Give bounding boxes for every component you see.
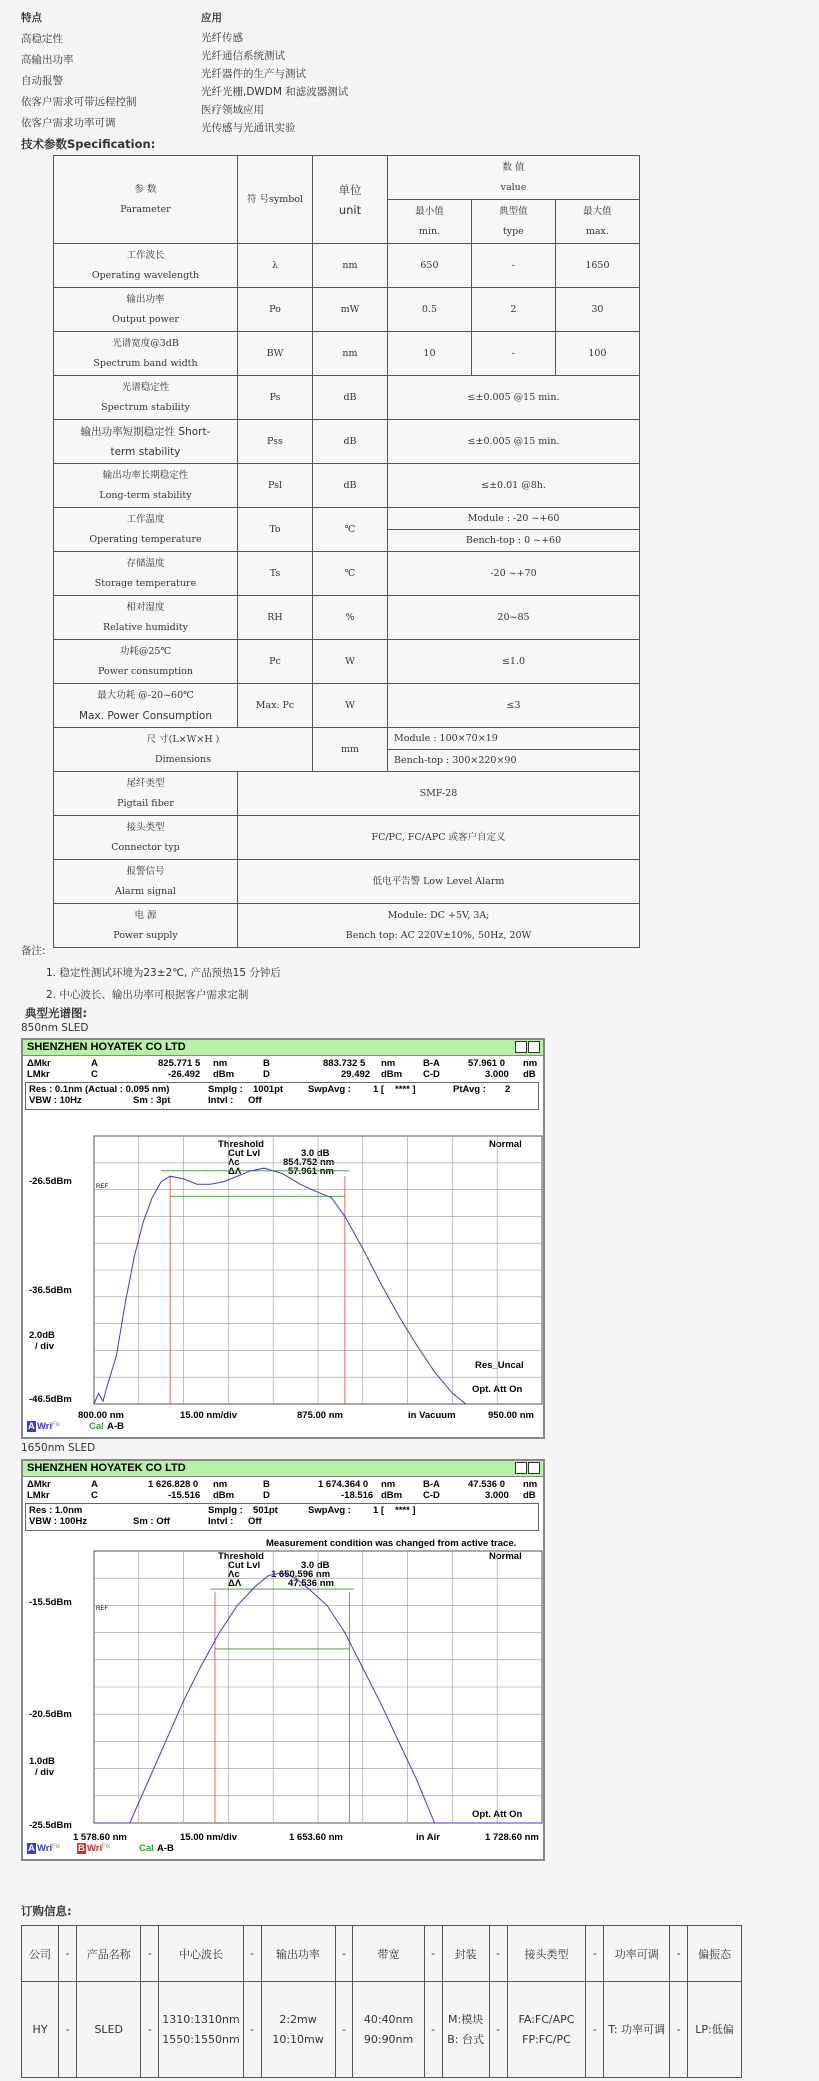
table-row: 输出功率 Output power Po mW 0.5 2 30	[54, 288, 640, 332]
header-value: 数 值 value	[388, 156, 640, 200]
order-value-cell: 40:40nm 90:90nm	[353, 1982, 424, 2078]
feature-item: 高稳定性	[21, 33, 63, 45]
feature-item: 依客户需求功率可调	[21, 117, 116, 129]
feature-item: 依客户需求可带远程控制	[21, 96, 137, 108]
order-header-cell: -	[586, 1926, 604, 1982]
order-value-cell: 1310:1310nm 1550:1550nm	[159, 1982, 243, 2078]
order-title: 订购信息:	[21, 1904, 72, 1918]
note-item: 1. 稳定性测试环境为23±2℃, 产品预热15 分钟后	[46, 967, 281, 979]
header-min: 最小值 min.	[388, 200, 472, 244]
spec-title: 技术参数Specification:	[21, 137, 156, 151]
features-section	[21, 8, 191, 134]
order-table	[21, 1925, 742, 2078]
notes-section	[21, 940, 281, 1006]
order-value-cell: SLED	[77, 1982, 141, 2078]
header-parameter: 参 数 Parameter	[54, 156, 238, 244]
applications-section	[201, 8, 461, 137]
table-row: 存储温度 Storage temperature Ts ℃ -20 ~+70	[54, 552, 640, 596]
table-row: 尺 寸(L×W×H ) Dimensions mm Module : 100×70×19	[54, 728, 640, 750]
table-row: 功耗@25℃ Power consumption Pc W ≤1.0	[54, 640, 640, 684]
osa2-caption: 1650nm SLED	[21, 1442, 96, 1454]
order-header-cell: -	[59, 1926, 77, 1982]
order-value-cell: -	[59, 1982, 77, 2078]
order-header-cell: 接头类型	[507, 1926, 586, 1982]
osa-title: SHENZHEN HOYATEK CO LTD	[27, 1041, 186, 1053]
order-value-cell: FA:FC/APC FP:FC/PC	[507, 1982, 586, 2078]
order-header-cell: 功率可调	[604, 1926, 670, 1982]
order-header-cell: -	[243, 1926, 261, 1982]
order-value-cell: M:模块 B: 台式	[442, 1982, 489, 2078]
spectrum-trace	[94, 1168, 466, 1404]
table-row: 报警信号 Alarm signal 低电平告警 Low Level Alarm	[54, 860, 640, 904]
application-item: 光纤传感	[201, 32, 243, 44]
table-row: 相对湿度 Relative humidity RH % 20~85	[54, 596, 640, 640]
header-unit: 单位 unit	[313, 156, 388, 244]
osa1-caption: 850nm SLED	[21, 1022, 89, 1034]
table-row: 输出功率长期稳定性 Long-term stability Psl dB ≤±0.01 @8h.	[54, 464, 640, 508]
order-header-cell: -	[670, 1926, 688, 1982]
spec-table: 参 数 Parameter 符 号symbol 单位 unit 数 值 value 最小值 min. 典型值 type 最大值 max. 工作波长 Operating wavelength λ nm 650 - 1650 输出功率 Output power Po mW 0.5 2 30 光谱宽度@3dB Spectrum band width BW nm 10 - 100 光谱稳定性 Spectrum stability Ps dB ≤±0.005 @15 min. 输出功率短期稳定性 Short- term stability Pss dB ≤±0.005 @15 min. 输出功率长期稳定性 Long-term stability Psl dB ≤±0.01 @8h. 工作温度 Operating temperature To ℃ Module : -20 ~+60 Bench-top : 0 ~+60 存储温度 Storage temperature Ts ℃ -20 ~+70 相对湿度 Relative humidity RH % 20~85 功耗@25℃ Power consumption Pc W ≤1.0 最大功耗 @-20~60℃ Max. Power Consumption Max. Pc W ≤3 尺 寸(L×W×H ) Dimensions mm Module : 100×70×19 Bench-top : 300×220×90 尾纤类型 Pigtail fiber SMF-28 接头类型 Connector typ FC/PC, FC/APC 或客户自定义 报警信号 Alarm signal 低电平告警 Low Level Alarm 电 源 Power supply Module: DC +5V, 3A; Bench top: AC 220V±10%, 50Hz, 20W	[53, 155, 640, 948]
table-row: 光谱稳定性 Spectrum stability Ps dB ≤±0.005 @15 min.	[54, 376, 640, 420]
application-item: 光传感与光通讯实验	[201, 122, 296, 134]
feature-item: 自动报警	[21, 75, 63, 87]
spectrum-chart-1650	[23, 1461, 543, 1859]
osa-title: SHENZHEN HOYATEK CO LTD	[27, 1462, 186, 1474]
table-row: 电 源 Power supply Module: DC +5V, 3A; Bench top: AC 220V±10%, 50Hz, 20W	[54, 904, 640, 948]
order-value-cell: -	[141, 1982, 159, 2078]
order-header-cell: -	[489, 1926, 507, 1982]
spectrum-title: 典型光谱图:	[25, 1006, 88, 1020]
table-row: 输出功率短期稳定性 Short- term stability Pss dB ≤±0.005 @15 min.	[54, 420, 640, 464]
order-header-cell: 公司	[22, 1926, 59, 1982]
order-header-cell: -	[335, 1926, 353, 1982]
order-value-cell: 2:2mw 10:10mw	[261, 1982, 335, 2078]
table-row: 光谱宽度@3dB Spectrum band width BW nm 10 - 100	[54, 332, 640, 376]
feature-item: 高输出功率	[21, 54, 74, 66]
application-item: 光纤器件的生产与测试	[201, 68, 306, 80]
order-header-cell: 产品名称	[77, 1926, 141, 1982]
applications-title: 应用	[201, 12, 222, 24]
table-row: 接头类型 Connector typ FC/PC, FC/APC 或客户自定义	[54, 816, 640, 860]
table-row: 工作波长 Operating wavelength λ nm 650 - 1650	[54, 244, 640, 288]
application-item: 光纤通信系统测试	[201, 50, 285, 62]
order-value-cell: -	[335, 1982, 353, 2078]
table-row: 工作温度 Operating temperature To ℃ Module : -20 ~+60	[54, 508, 640, 530]
osa-screen-1650: SHENZHEN HOYATEK CO LTD ΔMkr A 1 626.828 0 nm B 1 674.364 0 nm B-A 47.536 0 nm LMkr C -15.516 dBm D -18.516 dBm C-D 3.000 dB Res : 1.0nm Smplg : 501pt SwpAvg : 1 [ **** ] VBW : 100Hz Sm : Off Intvl : Off Measurement condition was changed from active trace. Threshold Cut Lvl 3.0 dB Λc 1 650.596 nm ΔΛ 47.536 nm Normal -15.5dBm -20.5dBm 1.0dB / div -25.5dBm REF Opt. Att On 1 578.60 nm 15.00 nm/div 1 653.60 nm in Air 1 728.60 nm A Wri Fix B Wri Fix Cal A-B	[21, 1459, 545, 1861]
order-value-cell: LP:低偏	[688, 1982, 742, 2078]
order-value-cell: -	[424, 1982, 442, 2078]
order-header-cell: 封装	[442, 1926, 489, 1982]
header-max: 最大值 max.	[555, 200, 639, 244]
order-value-cell: HY	[22, 1982, 59, 2078]
order-value-cell: -	[670, 1982, 688, 2078]
note-item: 2. 中心波长、输出功率可根据客户需求定制	[46, 989, 249, 1001]
order-value-cell: -	[243, 1982, 261, 2078]
table-row: 尾纤类型 Pigtail fiber SMF-28	[54, 772, 640, 816]
features-title: 特点	[21, 12, 42, 24]
header-symbol: 符 号symbol	[238, 156, 313, 244]
order-value-cell: T: 功率可调	[604, 1982, 670, 2078]
order-header-cell: -	[424, 1926, 442, 1982]
order-value-cell: -	[489, 1982, 507, 2078]
order-header-cell: 带宽	[353, 1926, 424, 1982]
application-item: 光纤光栅,DWDM 和滤波器测试	[201, 86, 349, 98]
order-header-cell: 偏振态	[688, 1926, 742, 1982]
order-header-cell: 中心波长	[159, 1926, 243, 1982]
header-typ: 典型值 type	[471, 200, 555, 244]
table-row: 最大功耗 @-20~60℃ Max. Power Consumption Max. Pc W ≤3	[54, 684, 640, 728]
spectrum-chart-850	[23, 1040, 543, 1437]
osa-screen-850: SHENZHEN HOYATEK CO LTD ΔMkr A 825.771 5 nm B 883.732 5 nm B-A 57.961 0 nm LMkr C -26.492 dBm D 29.492 dBm C-D 3.000 dB Res : 0.1nm (Actual : 0.095 nm) Smplg : 1001pt SwpAvg : 1 [ **** ] PtAvg : 2 VBW : 10Hz Sm : 3pt Intvl : Off Threshold Cut Lvl 3.0 dB Λc 854.752 nm ΔΛ 57.961 nm Normal -26.5dBm -36.5dBm 2.0dB / div -46.5dBm REF Res_Uncal Opt. Att On 800.00 nm 15.00 nm/div 875.00 nm in Vacuum 950.00 nm A Wri Fix Cal A-B	[21, 1038, 545, 1439]
order-value-cell: -	[586, 1982, 604, 2078]
application-item: 医疗领域应用	[201, 104, 264, 116]
notes-title: 备注:	[21, 945, 46, 957]
order-header-cell: -	[141, 1926, 159, 1982]
order-header-cell: 输出功率	[261, 1926, 335, 1982]
